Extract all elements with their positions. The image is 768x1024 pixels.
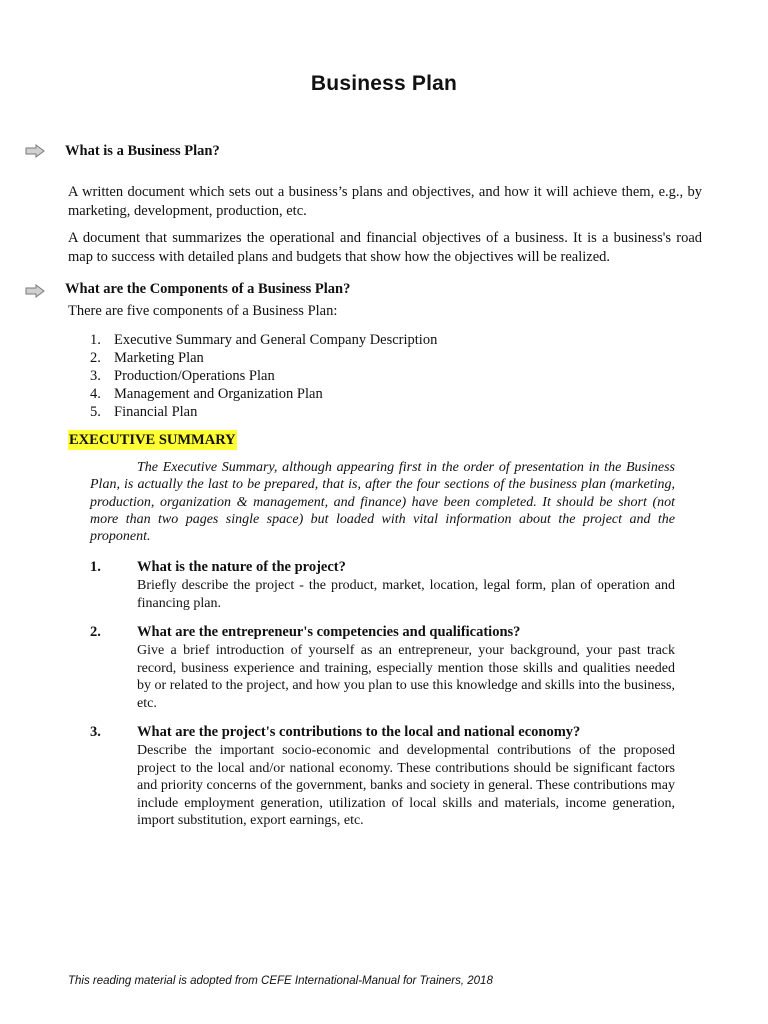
- question-number: 2.: [90, 624, 101, 640]
- footer-source-note: This reading material is adopted from CEFE International-Manual for Trainers, 2018: [68, 975, 493, 987]
- list-item: 3. Production/Operations Plan: [90, 368, 275, 384]
- question-number: 3.: [90, 724, 101, 740]
- list-item: 1. Executive Summary and General Company Description: [90, 332, 438, 348]
- question-number: 1.: [90, 559, 101, 575]
- question-body: Describe the important socio-economic and developmental contributions of the proposed project to the local and/or national economy. These contributions should be significant factors and priority concerns of the government, banks and society in general. These contributions may include employment generation, utilization of local skills and materials, income generation, import substitution, export earnings, etc.: [137, 743, 675, 828]
- arrow-right-icon: [25, 284, 45, 298]
- question-body: Give a brief introduction of yourself as an entrepreneur, your background, your past track record, business experience and training, especially mention those skills and qualities needed by or related to the project, and how you plan to use this knowledge and skills into the business, etc.: [137, 643, 675, 711]
- question-title: What is the nature of the project?: [137, 559, 346, 575]
- question-title: What are the project's contributions to the local and national economy?: [137, 724, 581, 740]
- section-heading-what-is: What is a Business Plan?: [65, 143, 220, 159]
- definition-paragraph-2: A document that summarizes the operational and financial objectives of a business. It is a business's road map to success with detailed plans and budgets that show how the objectives will be realized.: [68, 230, 702, 265]
- components-list: [68, 331, 437, 421]
- list-item: 2. Marketing Plan: [90, 350, 204, 366]
- executive-summary-heading: EXECUTIVE SUMMARY: [69, 432, 236, 448]
- executive-summary-paragraph: The Executive Summary, although appearing first in the order of presentation in the Business Plan, is actually the last to be prepared, that is, after the four sections of the business plan (marketing, production, organization & management, and finance) have been completed. It should be short (not more than two pages single space) but loaded with vital information about the project and the proponent.: [90, 460, 675, 545]
- question-body: Briefly describe the project - the product, market, location, legal form, plan of operation and financing plan.: [137, 578, 675, 611]
- components-intro: There are five components of a Business Plan:: [68, 303, 338, 319]
- arrow-right-icon: [25, 144, 45, 158]
- definition-paragraph-1: A written document which sets out a business’s plans and objectives, and how it will achieve them, e.g., by marketing, development, production, etc.: [68, 184, 702, 219]
- list-item: 5. Financial Plan: [90, 404, 198, 420]
- question-title: What are the entrepreneur's competencies and qualifications?: [137, 624, 521, 640]
- section-heading-components: What are the Components of a Business Plan?: [65, 281, 351, 297]
- list-item: 4. Management and Organization Plan: [90, 386, 323, 402]
- page-title: Business Plan: [310, 72, 458, 95]
